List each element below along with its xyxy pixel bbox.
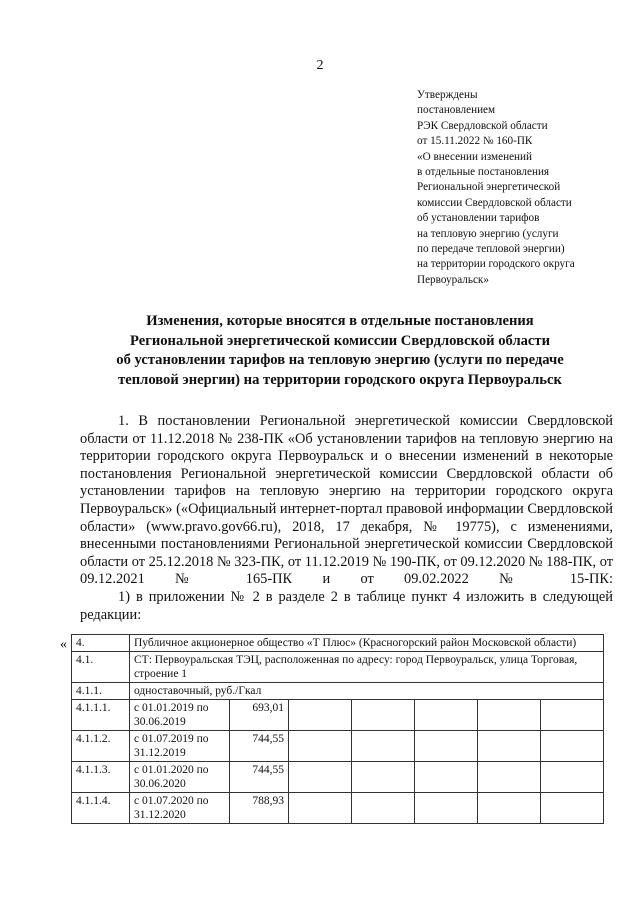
- row-number: 4.1.1.: [72, 683, 130, 700]
- empty-cell: [478, 731, 541, 762]
- heat-source-description: СТ: Первоуральская ТЭЦ, расположенная по адресу: город Первоуральск, улица Торговая, строение 1: [130, 652, 604, 683]
- table-row: [72, 793, 604, 824]
- empty-cell: [352, 793, 415, 824]
- approval-line: от 15.11.2022 № 160-ПК: [417, 135, 533, 148]
- paragraph-2: 1) в приложении № 2 в разделе 2 в таблице пункт 4 изложить в следующей редакции:: [80, 588, 613, 623]
- table-row: [72, 652, 604, 683]
- approval-line: Первоуральск»: [417, 273, 489, 286]
- row-number: 4.: [72, 635, 130, 652]
- table-row: [72, 762, 604, 793]
- row-number: 4.1.1.4.: [72, 793, 130, 824]
- title-line: об установлении тарифов на тепловую энергию (услуги по передаче: [116, 352, 564, 368]
- page-number: 2: [316, 58, 324, 73]
- empty-cell: [289, 731, 352, 762]
- tariff-table: [71, 634, 604, 824]
- empty-cell: [415, 731, 478, 762]
- empty-cell: [289, 762, 352, 793]
- row-number: 4.1.1.1.: [72, 700, 130, 731]
- table-row: [72, 635, 604, 652]
- approval-line: комиссии Свердловской области: [417, 196, 572, 209]
- tariff-value: 788,93: [230, 793, 289, 824]
- tariff-type: одноставочный, руб./Гкал: [130, 683, 604, 700]
- approval-line: по передаче тепловой энергии): [417, 243, 565, 256]
- title-line: тепловой энергии) на территории городского округа Первоуральск: [118, 371, 562, 388]
- approval-line: об установлении тарифов: [417, 212, 540, 225]
- approval-line: на тепловую энергию (услуги: [417, 227, 559, 240]
- opening-quote: «: [60, 637, 67, 652]
- title-line: Изменения, которые вносятся в отдельные постановления: [146, 313, 534, 329]
- empty-cell: [478, 700, 541, 731]
- approval-line: постановлением: [417, 104, 496, 117]
- document-title: [70, 312, 610, 390]
- tariff-value: 744,55: [230, 731, 289, 762]
- empty-cell: [415, 793, 478, 824]
- approval-line: на территории городского округа: [417, 258, 575, 271]
- table-row: [72, 731, 604, 762]
- empty-cell: [352, 731, 415, 762]
- row-number: 4.1.1.2.: [72, 731, 130, 762]
- document-body: [80, 413, 613, 624]
- empty-cell: [352, 700, 415, 731]
- approval-line: РЭК Свердловской области: [417, 119, 548, 132]
- paragraph-1: 1. В постановлении Региональной энергетической комиссии Свердловской области от 11.12.2018 № 238-ПК «Об установлении тарифов на тепловую энергию на территории городского округа Первоуральск и о внесении изменений в некоторые постановления Региональной энергетической комиссии Свердловской области об установлении тарифов на тепловую энергию на территории городского округа Первоуральск» («Официальный интернет-портал правовой информации Свердловской области» (www.pravo.gov66.ru), 2018, 17 декабря, № 19775), с изменениями, внесенными постановлениями Региональной энергетической комиссии Свердловской области от 25.12.2018 № 323-ПК, от 11.12.2019 № 190-ПК, от 09.12.2020 № 188-ПК, от 09.12.2021 № 165-ПК и от 09.02.2022 № 15-ПК:: [80, 413, 613, 588]
- period-cell: с 01.01.2019 по 30.06.2019: [130, 700, 230, 731]
- tariff-value: 693,01: [230, 700, 289, 731]
- period-cell: с 01.07.2019 по 31.12.2019: [130, 731, 230, 762]
- empty-cell: [541, 731, 604, 762]
- table-row: [72, 683, 604, 700]
- approval-line: Региональной энергетической: [417, 181, 561, 194]
- approval-block: [417, 88, 575, 288]
- period-cell: с 01.07.2020 по 31.12.2020: [130, 793, 230, 824]
- row-number: 4.1.: [72, 652, 130, 683]
- empty-cell: [352, 762, 415, 793]
- approval-line: «О внесении изменений: [417, 150, 533, 163]
- table-row: [72, 700, 604, 731]
- empty-cell: [541, 700, 604, 731]
- empty-cell: [415, 762, 478, 793]
- empty-cell: [289, 793, 352, 824]
- approval-line: Утверждены: [417, 89, 478, 101]
- empty-cell: [289, 700, 352, 731]
- empty-cell: [478, 762, 541, 793]
- empty-cell: [415, 700, 478, 731]
- empty-cell: [541, 793, 604, 824]
- approval-line: в отдельные постановления: [417, 166, 550, 179]
- empty-cell: [478, 793, 541, 824]
- row-number: 4.1.1.3.: [72, 762, 130, 793]
- tariff-value: 744,55: [230, 762, 289, 793]
- period-cell: с 01.01.2020 по 30.06.2020: [130, 762, 230, 793]
- empty-cell: [541, 762, 604, 793]
- title-line: Региональной энергетической комиссии Свердловской области: [130, 332, 550, 349]
- organization-name: Публичное акционерное общество «Т Плюс» (Красногорский район Московской области): [130, 635, 604, 652]
